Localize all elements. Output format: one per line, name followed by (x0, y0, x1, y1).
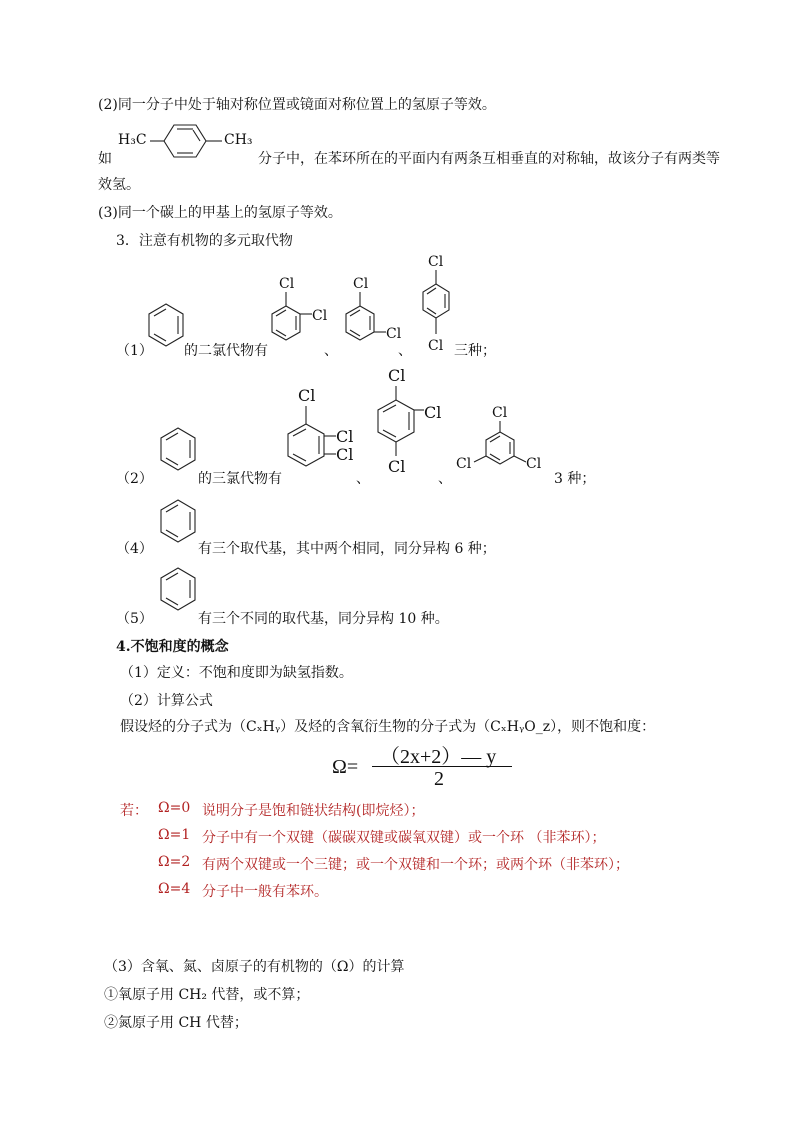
example-text-line2: 效氢。 (98, 177, 140, 193)
omega-description: 有两个双键或一个三键；或一个双键和一个环；或两个环（非苯环）； (202, 857, 629, 873)
trichlorobenzene-124-structure (374, 366, 454, 478)
row2-separator: 、 (438, 471, 452, 487)
chloro-label: Cl (388, 457, 406, 476)
paragraph-methyl: (3)同一个碳上的甲基上的氢原子等效。 (98, 205, 342, 221)
row2-separator: 、 (356, 471, 370, 487)
ortho-dichlorobenzene-structure (266, 276, 336, 348)
omega-description: 说明分子是饱和链状结构(即烷烃）； (202, 803, 425, 819)
chloro-label: Cl (386, 326, 402, 342)
fraction-bar (372, 766, 512, 767)
row1-number: （1） (116, 343, 153, 359)
paragraph-symmetry: (2)同一分子中处于轴对称位置或镜面对称位置上的氢原子等效。 (98, 97, 496, 113)
chloro-label: Cl (388, 366, 406, 385)
definition: （1）定义：不饱和度即为缺氢指数。 (120, 665, 353, 681)
chloro-label: Cl (298, 386, 316, 405)
example-prefix: 如 (98, 151, 112, 167)
chloro-label: Cl (312, 308, 328, 324)
example-text-line1: 分子中，在苯环所在的平面内有两条互相垂直的对称轴，故该分子有两类等 (258, 151, 720, 167)
benzene-icon (158, 426, 198, 474)
row1-separator: 、 (324, 343, 338, 359)
chloro-label: Cl (428, 338, 444, 354)
chloro-label: Cl (526, 456, 542, 472)
chloro-label: Cl (456, 456, 472, 472)
formula-lhs: Ω= (332, 756, 359, 778)
assumption: 假设烃的分子式为（CₓHᵧ）及烃的含氧衍生物的分子式为（CₓHᵧO_z），则不饱和度： (120, 719, 656, 735)
row1-text: 的二氯代物有 (184, 343, 268, 359)
formula-numerator: （2x+2）— y (380, 746, 497, 768)
chloro-label: Cl (428, 254, 444, 270)
h3c-label: H₃C (118, 132, 147, 148)
trichlorobenzene-123-structure (282, 384, 362, 486)
p-xylene-structure (150, 120, 230, 162)
cases-label: 若： (120, 803, 148, 819)
omega-description: 分子中一般有苯环。 (202, 884, 328, 900)
chloro-label: Cl (336, 445, 354, 464)
chloro-label: Cl (279, 276, 295, 292)
omega-value: Ω=1 (158, 827, 191, 843)
row4-text: 有三个取代基，其中两个相同，同分异构 6 种； (198, 541, 496, 557)
chloro-label: Cl (492, 405, 508, 421)
oxygen-rule: ①氧原子用 CH₂ 代替，或不算； (104, 987, 310, 1003)
omega-value: Ω=0 (158, 800, 191, 816)
formula-denominator: 2 (434, 768, 444, 790)
hetero-heading: （3）含氧、氮、卤原子的有机物的（Ω）的计算 (104, 959, 405, 975)
row5-text: 有三个不同的取代基，同分异构 10 种。 (198, 611, 449, 627)
chloro-label: Cl (336, 427, 354, 446)
benzene-icon (146, 302, 186, 350)
nitrogen-rule: ②氮原子用 CH 代替； (104, 1015, 248, 1031)
trichlorobenzene-135-structure (454, 404, 550, 474)
row5-number: （5） (116, 611, 153, 627)
para-dichlorobenzene-structure (416, 254, 456, 354)
row1-end: 三种； (454, 343, 496, 359)
section-3-title: 3．注意有机物的多元取代物 (116, 233, 293, 249)
row2-end: 3 种； (554, 471, 596, 487)
omega-value: Ω=2 (158, 854, 191, 870)
benzene-icon (158, 566, 198, 614)
omega-value: Ω=4 (158, 881, 191, 897)
row2-number: （2） (116, 471, 153, 487)
row2-text: 的三氯代物有 (198, 471, 282, 487)
ch3-label: CH₃ (224, 132, 253, 148)
benzene-icon (158, 498, 198, 546)
meta-dichlorobenzene-structure (342, 276, 412, 348)
calc-heading: （2）计算公式 (120, 693, 213, 709)
chloro-label: Cl (424, 403, 442, 422)
row4-number: （4） (116, 541, 153, 557)
row1-separator: 、 (398, 343, 412, 359)
chloro-label: Cl (353, 276, 369, 292)
section-4-title: 4.不饱和度的概念 (116, 639, 229, 655)
omega-description: 分子中有一个双键（碳碳双键或碳氧双键）或一个环 （非苯环）； (202, 830, 606, 846)
